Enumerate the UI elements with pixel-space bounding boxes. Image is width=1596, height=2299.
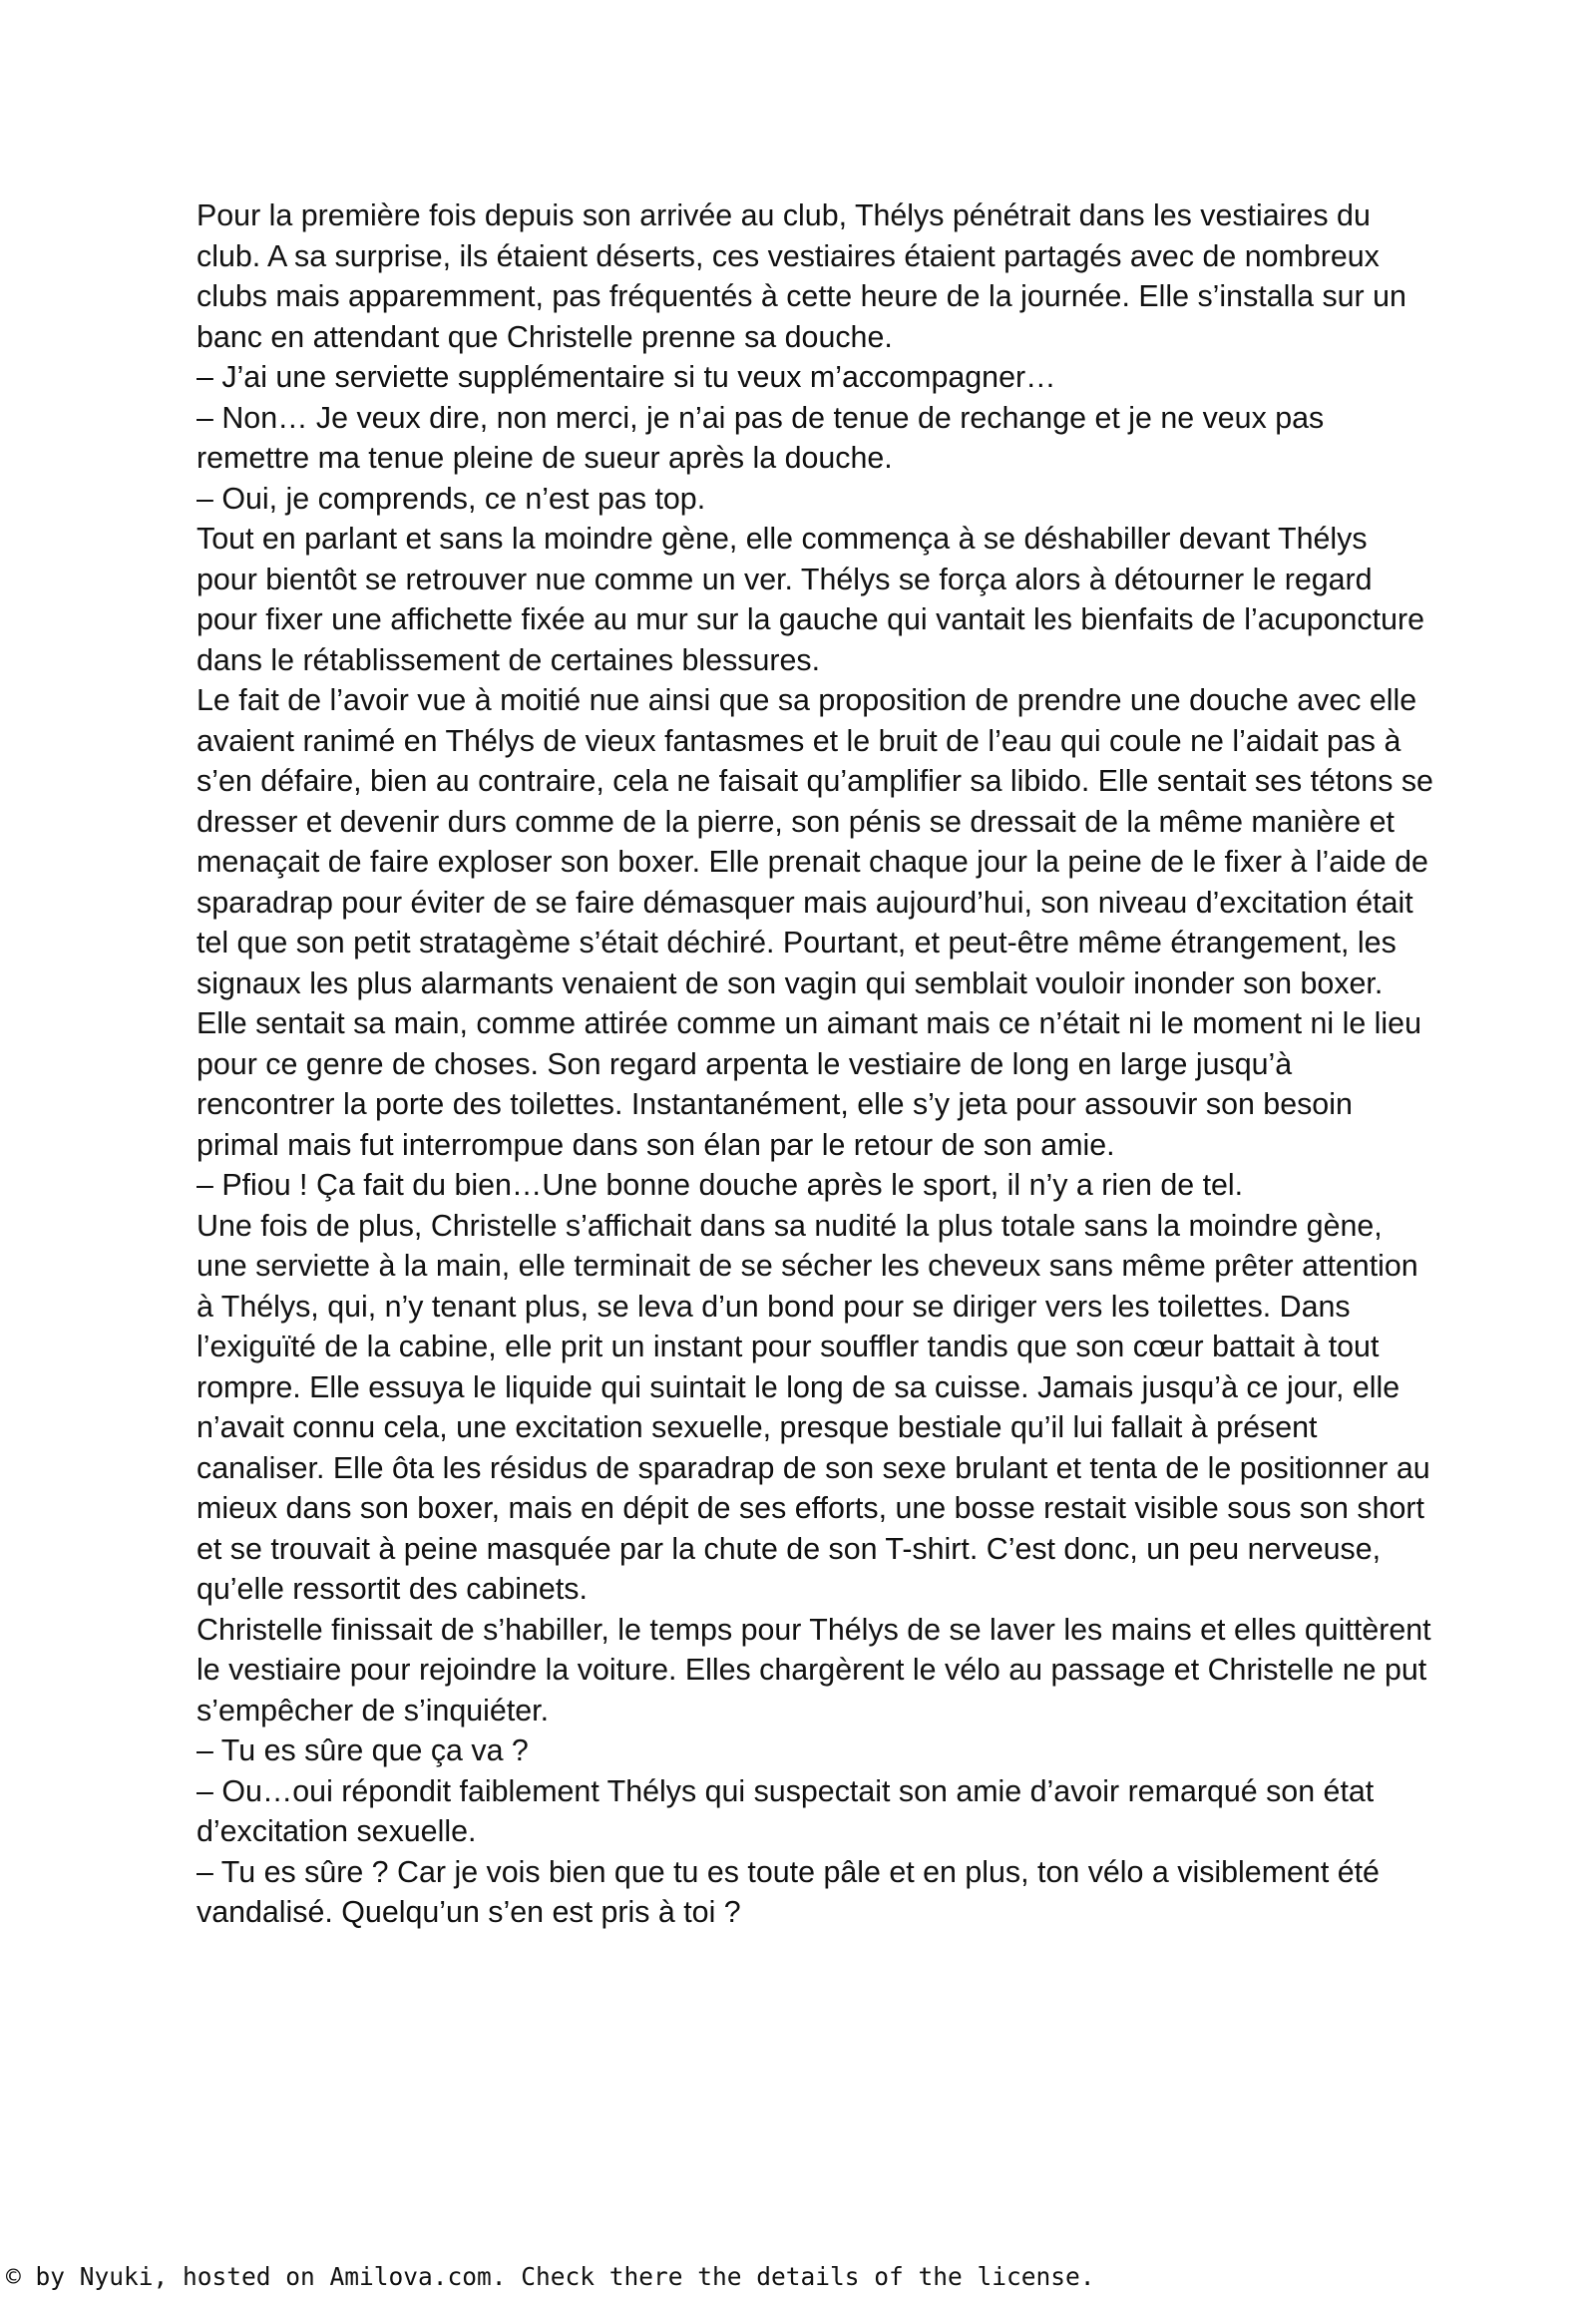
story-text [197,195,1433,1933]
dialogue-line: – Tu es sûre que ça va ? [197,1733,529,1767]
copyright-footer: © by Nyuki, hosted on Amilova.com. Check there the details of the license. [6,2262,1095,2291]
dialogue-line: – J’ai une serviette supplémentaire si tu veux m’accompagner… [197,360,1056,394]
dialogue-line: – Pfiou ! Ça fait du bien…Une bonne douche après le sport, il n’y a rien de tel. [197,1168,1244,1202]
paragraph: Tout en parlant et sans la moindre gène, elle commença à se déshabiller devant Thélys pour bientôt se retrouver nue comme un ver. Thélys se força alors à détourner le regard pour fixer une affichette fixée au mur sur la gauche qui vantait les bienfaits de l’acuponcture dans le rétablissement de certaines blessures. [197,522,1424,677]
paragraph: Le fait de l’avoir vue à moitié nue ainsi que sa proposition de prendre une douche avec elle avaient ranimé en Thélys de vieux fantasmes et le bruit de l’eau qui coule ne l’aidait pas à s’en défaire, bien au contraire, cela ne faisait qu’amplifier sa libido. Elle sentait ses tétons se dresser et devenir durs comme de la pierre, son pénis se dressait de la même manière et menaçait de faire exploser son boxer. Elle prenait chaque jour la peine de le fixer à l’aide de sparadrap pour éviter de se faire démasquer mais aujourd’hui, son niveau d’excitation était tel que son petit stratagème s’était déchiré. Pourtant, et peut-être même étrangement, les signaux les plus alarmants venaient de son vagin qui semblait vouloir inonder son boxer. Elle sentait sa main, comme attirée comme un aimant mais ce n’était ni le moment ni le lieu pour ce genre de choses. Son regard arpenta le vestiaire de long en large jusqu’à rencontrer la porte des toilettes. Instantanément, elle s’y jeta pour assouvir son besoin primal mais fut interrompue dans son élan par le retour de son amie. [197,683,1433,1162]
dialogue-line: – Non… Je veux dire, non merci, je n’ai pas de tenue de rechange et je ne veux pas remettre ma tenue pleine de sueur après la douche. [197,400,1325,475]
dialogue-line: – Tu es sûre ? Car je vois bien que tu es toute pâle et en plus, ton vélo a visiblement été vandalisé. Quelqu’un s’en est pris à toi ? [197,1854,1380,1929]
paragraph: Une fois de plus, Christelle s’affichait dans sa nudité la plus totale sans la moindre gène, une serviette à la main, elle terminait de se sécher les cheveux sans même prêter attention à Thélys, qui, n’y tenant plus, se leva d’un bond pour se diriger vers les toilettes. Dans l’exiguïté de la cabine, elle prit un instant pour souffler tandis que son cœur battait à tout rompre. Elle essuya le liquide qui suintait le long de sa cuisse. Jamais jusqu’à ce jour, elle n’avait connu cela, une excitation sexuelle, presque bestiale qu’il lui fallait à présent canaliser. Elle ôta les résidus de sparadrap de son sexe brulant et tenta de le positionner au mieux dans son boxer, mais en dépit de ses efforts, une bosse restait visible sous son short et se trouvait à peine masquée par la chute de son T-shirt. C’est donc, un peu nerveuse, qu’elle ressortit des cabinets. [197,1208,1430,1606]
paragraph: Christelle finissait de s’habiller, le temps pour Thélys de se laver les mains et elles quittèrent le vestiaire pour rejoindre la voiture. Elles chargèrent le vélo au passage et Christelle ne put s’empêcher de s’inquiéter. [197,1612,1431,1727]
dialogue-line: – Oui, je comprends, ce n’est pas top. [197,481,706,516]
paragraph: Pour la première fois depuis son arrivée au club, Thélys pénétrait dans les vestiaires du club. A sa surprise, ils étaient déserts, ces vestiaires étaient partagés avec de nombreux clubs mais apparemment, pas fréquentés à cette heure de la journée. Elle s’installa sur un banc en attendant que Christelle prenne sa douche. [197,198,1406,354]
dialogue-line: – Ou…oui répondit faiblement Thélys qui suspectait son amie d’avoir remarqué son état d’excitation sexuelle. [197,1773,1375,1848]
